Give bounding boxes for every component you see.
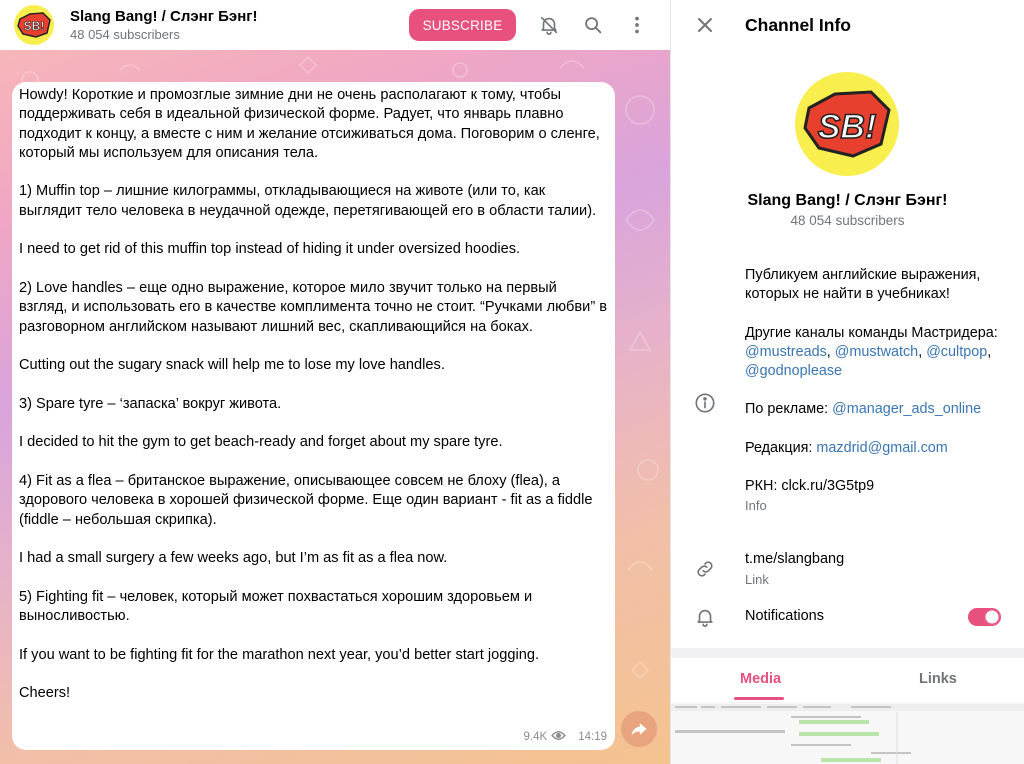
more-icon[interactable] <box>624 12 650 38</box>
channel-title[interactable]: Slang Bang! / Слэнг Бэнг! <box>70 8 258 25</box>
channel-big-avatar[interactable] <box>795 72 899 176</box>
description-intro: Публикуем английские выражения, которых не найти в учебниках! <box>745 267 981 303</box>
close-icon[interactable] <box>693 13 717 37</box>
description-ads: По рекламе: @manager_ads_online <box>745 401 982 418</box>
tab-links[interactable]: Links <box>919 671 957 687</box>
link-manager-ads[interactable]: @manager_ads_online <box>832 401 982 418</box>
info-subscribers: 48 054 subscribers <box>790 213 905 228</box>
mute-icon[interactable] <box>536 12 562 38</box>
info-channel-name: Slang Bang! / Слэнг Бэнг! <box>747 192 948 209</box>
description-caption: Info <box>745 498 767 514</box>
link-cultpop[interactable]: @cultpop <box>926 343 988 360</box>
channel-link[interactable]: t.me/slangbang <box>745 551 845 567</box>
bell-icon <box>693 605 717 629</box>
channel-link-caption: Link <box>745 572 769 587</box>
message-bubble[interactable] <box>12 82 615 750</box>
info-title: Channel Info <box>745 15 851 35</box>
message-meta <box>524 730 607 744</box>
media-preview-thumbnail[interactable] <box>671 702 1024 764</box>
eye-icon <box>551 730 566 744</box>
message-text: Howdy! Короткие и промозглые зимние дни не очень располагают к тому, чтобы поддерживать себя в идеальной физической форме. Радует, что январь плавно подходит к концу, а вместе с ним и желание отсиживаться дома. Поговорим о сленге, который мы используем для описания тела. 1) Muffin top – лишние килограммы, откладывающиеся на животе (или то, как выглядит тело человека в неудачной одежде, перетягивающей его в области талии). I need to get rid of this muffin top instead of hiding it under oversized hoodies. 2) Love handles – еще одно выражение, которое мило звучит только на первый взгляд, и использовать его в качестве комплимента точно не стоит. “Ручками любви” в разговорном английском называют лишний вес, скапливающийся на боках. Cutting out the sugary snack will help me to lose my love handles. 3) Spare tyre – ‘запаска’ вокруг живота. I decided to hit the gym to get beach-ready and forget about my spare tyre. 4) Fit as a flea – британское выражение, описывающее совсем не блоху (flea), а здорового человека в хорошей физической форме. Еще один вариант - fit as a fiddle (fiddle – небольшая скрипка). I had a small surgery a few weeks ago, but I’m as fit as a flea now. 5) Fighting fit – человек, который может похвастаться хорошим здоровьем и выносливостью. If you want to be fighting fit for the marathon next year, you’d better start jogging. Cheers! <box>19 87 607 702</box>
link-mustwatch[interactable]: @mustwatch <box>834 343 919 360</box>
link-godnoplease[interactable]: @godnoplease <box>745 363 843 380</box>
info-icon <box>693 391 717 415</box>
channel-description <box>745 266 1015 516</box>
share-icon[interactable] <box>621 711 657 747</box>
channel-avatar-text: SB! <box>23 19 45 33</box>
link-mustreads[interactable]: @mustreads <box>745 343 827 360</box>
link-icon <box>693 557 717 581</box>
description-rkn: РКН: clck.ru/3G5tp9 <box>745 478 875 495</box>
big-avatar-text: SB! <box>817 108 877 146</box>
subscribe-button[interactable]: SUBSCRIBE <box>409 9 516 41</box>
message-views: 9.4K <box>523 731 548 743</box>
message-time: 14:19 <box>578 731 607 743</box>
chat-header <box>0 0 670 50</box>
tab-media[interactable]: Media <box>740 671 782 687</box>
tab-media-underline <box>734 697 784 700</box>
search-icon[interactable] <box>580 12 606 38</box>
channel-subscribers: 48 054 subscribers <box>70 27 180 42</box>
channel-info-pane <box>670 0 1024 764</box>
link-editor-email[interactable]: mazdrid@gmail.com <box>816 439 948 456</box>
description-editor: Редакция: mazdrid@gmail.com <box>745 439 948 456</box>
channel-avatar[interactable] <box>14 5 54 45</box>
section-separator <box>671 648 1024 658</box>
notifications-label: Notifications <box>745 608 824 624</box>
notifications-toggle[interactable] <box>968 608 1001 626</box>
description-other-channels: Другие каналы команды Мастридера: @mustreads, @mustwatch, @cultpop, @godnoplease <box>745 324 998 380</box>
